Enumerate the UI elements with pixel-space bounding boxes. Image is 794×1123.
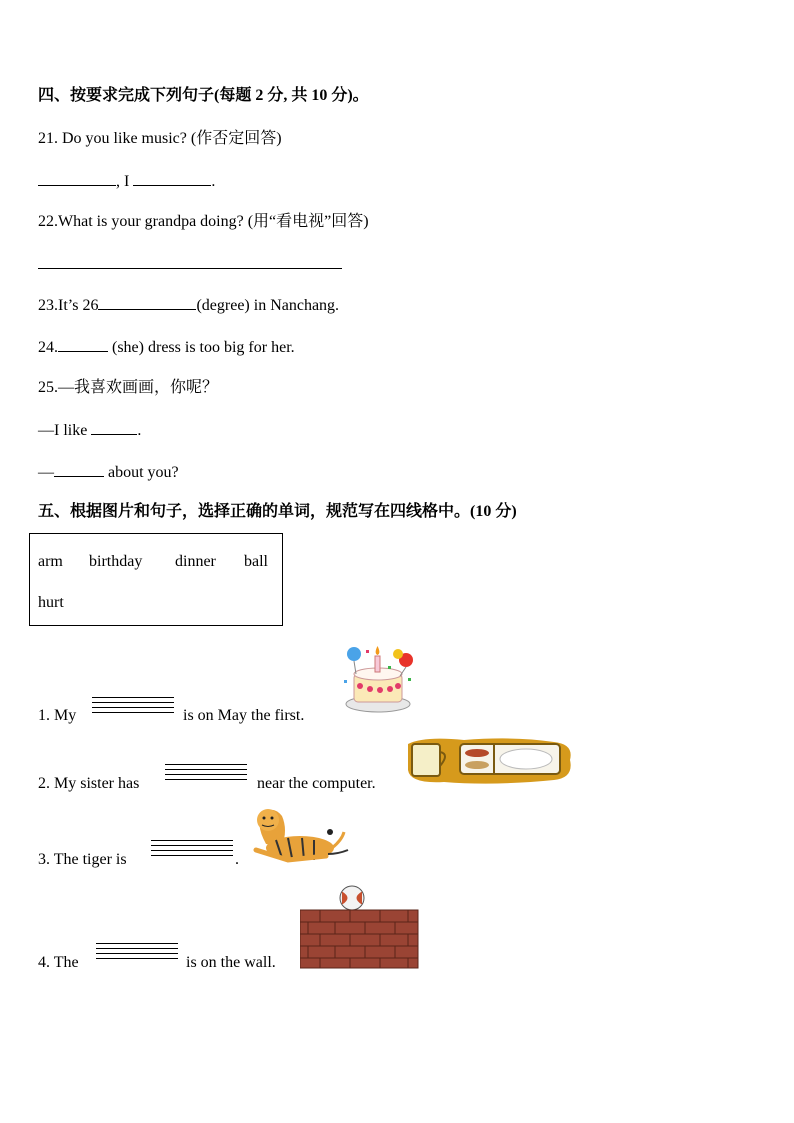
q23-blank[interactable] (98, 295, 196, 310)
word-bank-item: birthday (89, 553, 143, 570)
item2-suffix: near the computer. (257, 775, 376, 792)
q21-answer: , I . (38, 171, 215, 192)
q21-blank-2[interactable] (133, 171, 211, 186)
ball-on-wall-picture (300, 884, 420, 970)
q22-text: 22.What is your grandpa doing? (用“看电视”回答) (38, 213, 369, 230)
item1-writing-lines[interactable] (92, 697, 174, 717)
q22-blank[interactable] (38, 254, 342, 269)
item4-writing-lines[interactable] (96, 943, 178, 963)
q21-text: 21. Do you like music? (作否定回答) (38, 130, 282, 147)
q21-blank-1[interactable] (38, 171, 116, 186)
section5-heading: 五、根据图片和句子，选择正确的单词，规范写在四线格中。(10 分) (38, 503, 517, 520)
q25-blank-2[interactable] (54, 462, 104, 477)
item3-prefix: 3. The tiger is (38, 851, 127, 868)
q23: 23.It’s 26 (degree) in Nanchang. (38, 297, 340, 314)
word-bank (29, 533, 283, 626)
q24-blank[interactable] (58, 337, 108, 352)
q24: 24. (she) dress is too big for her. (38, 339, 295, 356)
word-bank-item: dinner (175, 553, 216, 570)
item3-writing-lines[interactable] (151, 840, 233, 860)
dinner-tray-picture (404, 734, 576, 786)
item1-prefix: 1. My (38, 707, 77, 724)
q25-text: 25.—我喜欢画画，你呢？ (38, 379, 219, 396)
item3-suffix: . (235, 851, 239, 868)
item2-prefix: 2. My sister has (38, 775, 140, 792)
q25-blank-1[interactable] (91, 420, 137, 435)
item2-writing-lines[interactable] (165, 764, 247, 784)
tiger-picture (248, 804, 352, 866)
birthday-cake-picture (340, 640, 416, 716)
q25-line2: — about you? (38, 464, 179, 481)
item4-suffix: is on the wall. (186, 954, 276, 971)
word-bank-item: ball (244, 553, 268, 570)
word-bank-item: hurt (38, 594, 64, 611)
section4-heading: 四、按要求完成下列句子(每题 2 分, 共 10 分)。 (38, 87, 369, 104)
q22-answer (38, 254, 342, 275)
q25-line1: —I like . (38, 422, 142, 439)
item4-prefix: 4. The (38, 954, 79, 971)
item1-suffix: is on May the first. (183, 707, 305, 724)
word-bank-item: arm (38, 553, 63, 570)
